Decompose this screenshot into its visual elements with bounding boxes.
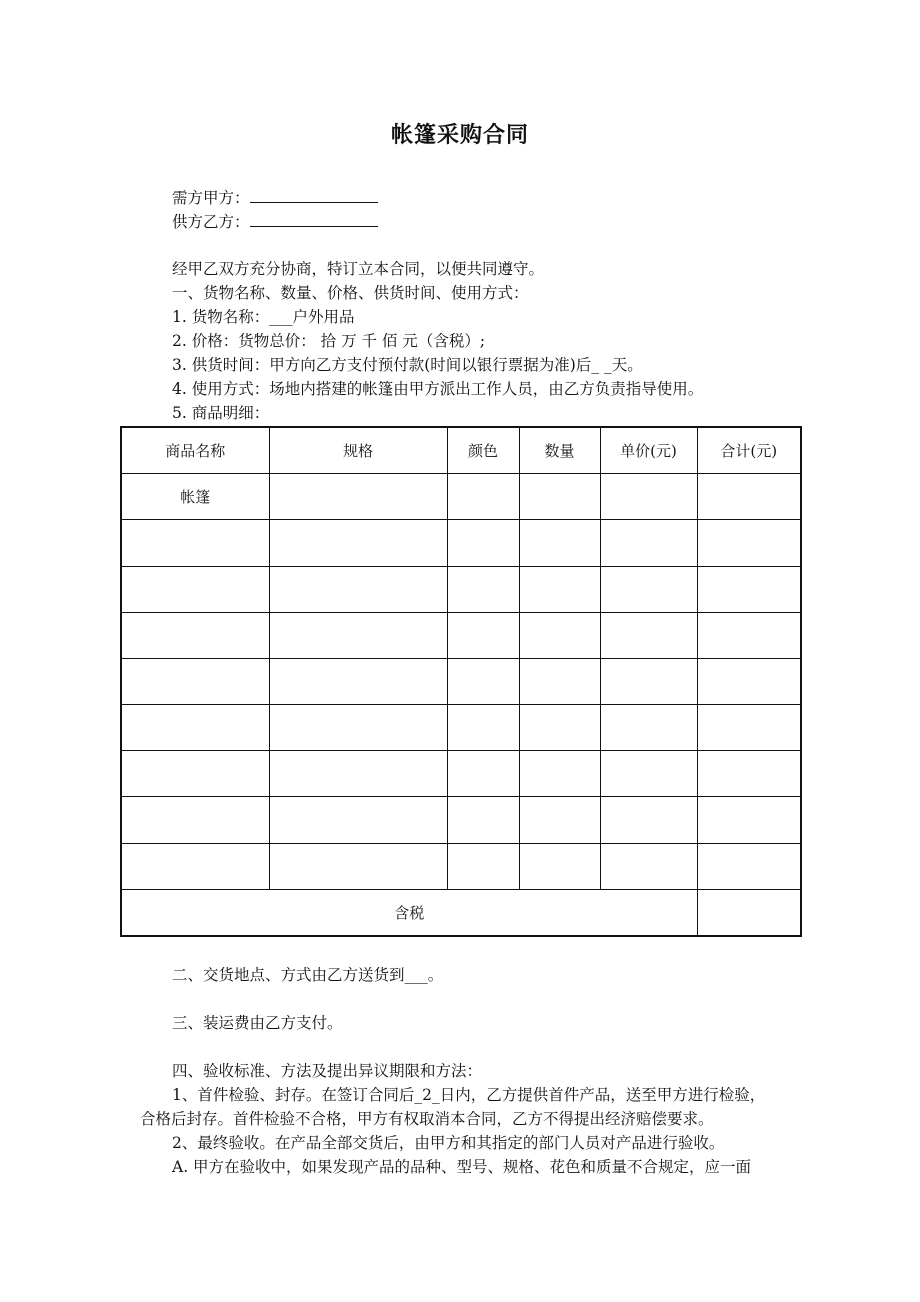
header-name: 商品名称 bbox=[121, 427, 269, 474]
table-cell[interactable] bbox=[600, 797, 697, 843]
party-b-line bbox=[172, 210, 378, 233]
table-cell[interactable] bbox=[697, 520, 801, 566]
item1-text: 1. 货物名称：___户外用品 bbox=[172, 308, 355, 326]
table-cell[interactable] bbox=[519, 797, 600, 843]
section4-heading: 四、验收标准、方法及提出异议期限和方法： bbox=[172, 1062, 483, 1080]
table-cell[interactable] bbox=[121, 520, 269, 566]
table-cell[interactable] bbox=[697, 843, 801, 889]
party-a-line bbox=[172, 186, 378, 209]
table-cell[interactable] bbox=[269, 520, 447, 566]
table-cell[interactable] bbox=[269, 751, 447, 797]
table-cell[interactable] bbox=[269, 612, 447, 658]
header-subtotal: 合计(元) bbox=[697, 427, 801, 474]
section2-text: 二、交货地点、方式由乙方送货到___。 bbox=[172, 966, 444, 984]
table-cell[interactable] bbox=[269, 843, 447, 889]
party-a-label: 需方甲方： bbox=[172, 189, 250, 207]
table-cell[interactable] bbox=[697, 658, 801, 704]
intro-text: 经甲乙双方充分协商，特订立本合同，以便共同遵守。 bbox=[172, 260, 545, 278]
table-cell[interactable] bbox=[600, 612, 697, 658]
table-cell[interactable] bbox=[697, 705, 801, 751]
table-cell[interactable] bbox=[447, 612, 519, 658]
table-cell[interactable] bbox=[519, 705, 600, 751]
table-cell[interactable] bbox=[121, 566, 269, 612]
table-cell[interactable] bbox=[519, 474, 600, 520]
total-value[interactable] bbox=[697, 889, 801, 936]
item3-text: 3. 供货时间：甲方向乙方支付预付款(时间以银行票据为准)后_ _天。 bbox=[172, 356, 643, 374]
table-cell[interactable] bbox=[121, 705, 269, 751]
party-a-blank[interactable] bbox=[250, 186, 378, 203]
table-row bbox=[121, 612, 801, 658]
table-cell[interactable]: 帐篷 bbox=[121, 474, 269, 520]
section4-p1-line1: 1、首件检验、封存。在签订合同后_2_日内，乙方提供首件产品，送至甲方进行检验， bbox=[172, 1086, 766, 1104]
table-cell[interactable] bbox=[269, 474, 447, 520]
table-cell[interactable] bbox=[519, 566, 600, 612]
item4-text: 4. 使用方式：场地内搭建的帐篷由甲方派出工作人员，由乙方负责指导使用。 bbox=[172, 380, 704, 398]
header-quantity: 数量 bbox=[519, 427, 600, 474]
table-cell[interactable] bbox=[519, 843, 600, 889]
party-b-blank[interactable] bbox=[250, 210, 378, 227]
item2-text: 2. 价格：货物总价： 拾 万 千 佰 元（含税）; bbox=[172, 332, 486, 350]
table-cell[interactable] bbox=[697, 612, 801, 658]
table-cell[interactable] bbox=[447, 520, 519, 566]
table-cell[interactable] bbox=[447, 797, 519, 843]
section1-heading: 一、货物名称、数量、价格、供货时间、使用方式： bbox=[172, 284, 529, 302]
table-cell[interactable] bbox=[121, 797, 269, 843]
table-row bbox=[121, 843, 801, 889]
table-cell[interactable] bbox=[697, 751, 801, 797]
table-cell[interactable] bbox=[121, 843, 269, 889]
party-b-label: 供方乙方： bbox=[172, 213, 250, 231]
table-cell[interactable] bbox=[269, 658, 447, 704]
table-row bbox=[121, 658, 801, 704]
table-cell[interactable] bbox=[697, 474, 801, 520]
item5-text: 5. 商品明细： bbox=[172, 404, 270, 422]
table-cell[interactable] bbox=[447, 751, 519, 797]
table-cell[interactable] bbox=[600, 474, 697, 520]
table-row bbox=[121, 705, 801, 751]
table-header-row bbox=[121, 427, 801, 474]
table-total-row bbox=[121, 889, 801, 936]
header-unit-price: 单价(元) bbox=[600, 427, 697, 474]
table-cell[interactable] bbox=[600, 751, 697, 797]
table-cell[interactable] bbox=[519, 658, 600, 704]
table-row bbox=[121, 566, 801, 612]
table-cell[interactable] bbox=[447, 658, 519, 704]
table-cell[interactable] bbox=[600, 566, 697, 612]
header-spec: 规格 bbox=[269, 427, 447, 474]
table-cell[interactable] bbox=[600, 520, 697, 566]
table-cell[interactable] bbox=[269, 705, 447, 751]
table-cell[interactable] bbox=[697, 797, 801, 843]
table-row bbox=[121, 797, 801, 843]
table-cell[interactable] bbox=[519, 612, 600, 658]
table-cell[interactable] bbox=[121, 612, 269, 658]
table-cell[interactable] bbox=[600, 843, 697, 889]
section4-p1-line2: 合格后封存。首件检验不合格，甲方有权取消本合同，乙方不得提出经济赔偿要求。 bbox=[140, 1110, 714, 1128]
section3-text: 三、装运费由乙方支付。 bbox=[172, 1014, 343, 1032]
goods-table bbox=[120, 426, 802, 937]
table-cell[interactable] bbox=[269, 566, 447, 612]
table-cell[interactable] bbox=[447, 566, 519, 612]
section4-pA: A. 甲方在验收中，如果发现产品的品种、型号、规格、花色和质量不合规定，应一面 bbox=[172, 1158, 752, 1176]
table-cell[interactable] bbox=[447, 843, 519, 889]
section4-p2: 2、最终验收。在产品全部交货后，由甲方和其指定的部门人员对产品进行验收。 bbox=[172, 1134, 725, 1152]
table-row bbox=[121, 520, 801, 566]
table-cell[interactable] bbox=[519, 520, 600, 566]
total-label: 含税 bbox=[121, 889, 697, 936]
header-color: 颜色 bbox=[447, 427, 519, 474]
table-row bbox=[121, 474, 801, 520]
table-cell[interactable] bbox=[121, 658, 269, 704]
table-cell[interactable] bbox=[447, 705, 519, 751]
table-row bbox=[121, 751, 801, 797]
table-cell[interactable] bbox=[447, 474, 519, 520]
table-cell[interactable] bbox=[269, 797, 447, 843]
document-title: 帐篷采购合同 bbox=[390, 123, 529, 148]
table-cell[interactable] bbox=[600, 705, 697, 751]
table-cell[interactable] bbox=[600, 658, 697, 704]
table-cell[interactable] bbox=[697, 566, 801, 612]
table-cell[interactable] bbox=[121, 751, 269, 797]
table-cell[interactable] bbox=[519, 751, 600, 797]
